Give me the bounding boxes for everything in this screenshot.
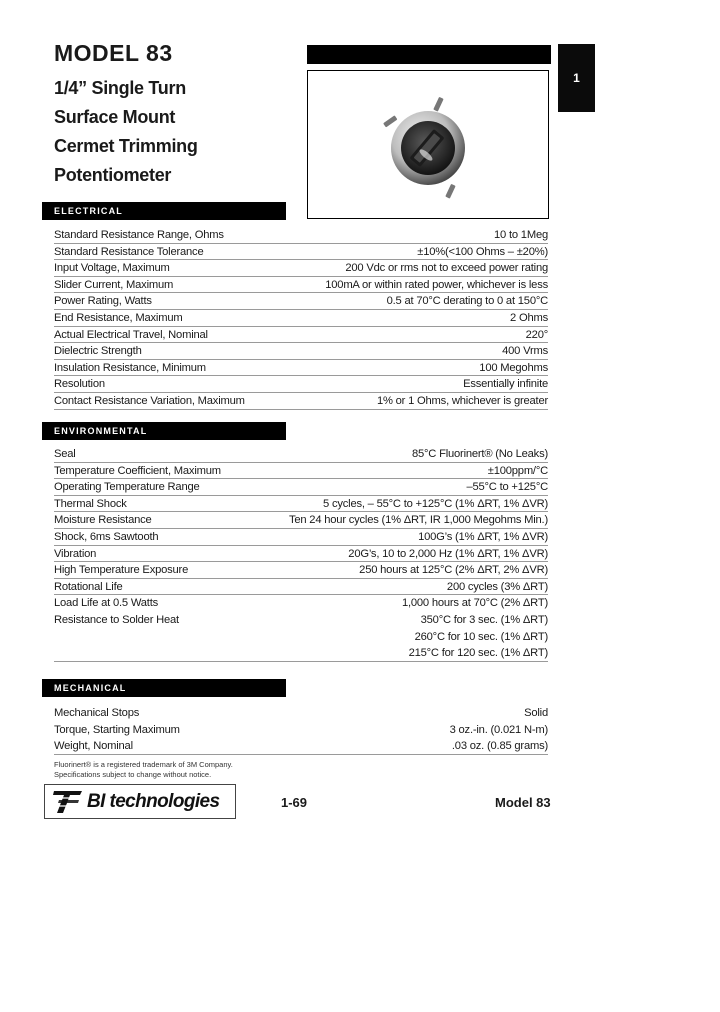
product-photo-frame (307, 70, 549, 219)
table-row (54, 327, 548, 344)
subtitle-line-2: Surface Mount (54, 107, 176, 127)
spec-label: Thermal Shock (54, 497, 127, 510)
section-header-mechanical: MECHANICAL (42, 679, 286, 697)
table-row (54, 529, 548, 546)
header-bar (307, 45, 551, 64)
spec-value: 260°C for 10 sec. (1% ΔRT) (414, 630, 548, 643)
company-logo (44, 784, 236, 819)
table-row (54, 579, 548, 596)
spec-value: 100 Megohms (479, 361, 548, 374)
spec-value: 3 oz.-in. (0.021 N-m) (449, 723, 548, 736)
spec-label: Resistance to Solder Heat (54, 613, 179, 626)
spec-value: 5 cycles, – 55°C to +125°C (1% ΔRT, 1% ΔVR) (323, 497, 548, 510)
spec-label: Moisture Resistance (54, 514, 152, 527)
spec-value: 85°C Fluorinert® (No Leaks) (411, 448, 548, 460)
spec-label: Temperature Coefficient, Maximum (54, 464, 221, 477)
footnote (54, 760, 233, 780)
spec-value: 100mA or within rated power, whichever is less (325, 278, 548, 291)
spec-value: 1% or 1 Ohms, whichever is greater (376, 394, 548, 407)
table-row (54, 479, 548, 496)
spec-value: 2 Ohms (510, 311, 548, 324)
table-row (54, 227, 548, 244)
table-row (54, 512, 548, 529)
logo-text: BI technologies (87, 791, 220, 812)
spec-label: Power Rating, Watts (54, 295, 152, 308)
table-row (54, 293, 548, 310)
potentiometer-photo (308, 71, 548, 218)
spec-label: Resolution (54, 378, 105, 391)
spec-label: Operating Temperature Range (54, 481, 200, 494)
table-row (54, 343, 548, 360)
table-row (54, 496, 548, 513)
page-number: 1-69 (281, 795, 308, 810)
spec-value: 20G’s, 10 to 2,000 Hz (1% ΔRT, 1% ΔVR) (348, 547, 548, 560)
chapter-tab (558, 44, 595, 112)
table-row (54, 360, 548, 377)
spec-value: Ten 24 hour cycles (1% ΔRT, IR 1,000 Megohms Min.) (288, 514, 548, 527)
spec-label: Standard Resistance Tolerance (54, 245, 204, 258)
spec-label: Insulation Resistance, Minimum (54, 361, 206, 374)
spec-value: 100G’s (1% ΔRT, 1% ΔVR) (418, 530, 548, 543)
spec-value: 0.5 at 70°C derating to 0 at 150°C (386, 295, 548, 308)
spec-label: Rotational Life (54, 580, 123, 593)
footer-model-name: Model 83 (495, 795, 551, 810)
spec-value: 400 Vrms (502, 345, 548, 358)
spec-value: .03 oz. (0.85 grams) (451, 740, 548, 753)
table-row (54, 277, 548, 294)
footnote-trademark: Fluorinert® is a registered trademark of 3M Company. (54, 760, 233, 769)
table-row (54, 260, 548, 277)
mechanical-spec-table (54, 705, 548, 755)
spec-value: 250 hours at 125°C (2% ΔRT, 2% ΔVR) (359, 564, 548, 577)
subtitle-line-1: 1/4” Single Turn (54, 78, 186, 98)
spec-label: Vibration (54, 547, 97, 560)
spec-value: 215°C for 120 sec. (1% ΔRT) (408, 647, 548, 660)
spec-value: 10 to 1Meg (494, 229, 548, 241)
section-header-electrical: ELECTRICAL (42, 202, 286, 220)
spec-value: 1,000 hours at 70°C (2% ΔRT) (401, 597, 548, 610)
table-row (54, 310, 548, 327)
spec-label: High Temperature Exposure (54, 564, 189, 577)
table-row (54, 645, 548, 662)
footnote-disclaimer: Specifications subject to change without notice. (54, 770, 212, 779)
electrical-spec-table (54, 227, 548, 410)
spec-value: 200 Vdc or rms not to exceed power rating (345, 262, 548, 275)
spec-label: End Resistance, Maximum (54, 311, 183, 324)
section-header-environmental: ENVIRONMENTAL (42, 422, 286, 440)
table-row (54, 738, 548, 755)
spec-value: 200 cycles (3% ΔRT) (446, 580, 548, 593)
table-row (54, 722, 548, 739)
table-row (54, 376, 548, 393)
model-title: MODEL 83 (54, 40, 173, 66)
environmental-spec-table (54, 446, 548, 662)
subtitle-line-3: Cermet Trimming (54, 136, 198, 156)
table-row (54, 595, 548, 612)
spec-label: Seal (54, 448, 76, 460)
spec-value: ±100ppm/°C (487, 464, 548, 477)
chapter-tab-number: 1 (573, 71, 580, 85)
spec-label: Shock, 6ms Sawtooth (54, 530, 159, 543)
spec-label: Slider Current, Maximum (54, 278, 174, 291)
spec-label: Dielectric Strength (54, 345, 142, 358)
spec-value: –55°C to +125°C (466, 481, 548, 494)
table-row (54, 446, 548, 463)
spec-label: Weight, Nominal (54, 740, 133, 753)
spec-label: Contact Resistance Variation, Maximum (54, 394, 245, 407)
table-row (54, 393, 548, 410)
table-row (54, 705, 548, 722)
spec-value: 350°C for 3 sec. (1% ΔRT) (420, 613, 548, 626)
table-row (54, 629, 548, 646)
table-row (54, 546, 548, 563)
spec-label: Torque, Starting Maximum (54, 723, 180, 736)
spec-label: Standard Resistance Range, Ohms (54, 229, 224, 241)
table-row (54, 244, 548, 261)
spec-label: Load Life at 0.5 Watts (54, 597, 159, 610)
spec-value: Solid (524, 707, 548, 719)
spec-label: Actual Electrical Travel, Nominal (54, 328, 208, 341)
subtitle-line-4: Potentiometer (54, 165, 172, 185)
spec-label: Input Voltage, Maximum (54, 262, 170, 275)
spec-value: Essentially infinite (463, 378, 548, 391)
spec-value: ±10%(<100 Ohms – ±20%) (417, 245, 548, 258)
table-row (54, 463, 548, 480)
table-row (54, 612, 548, 629)
bi-logo-icon (51, 788, 85, 816)
table-row (54, 562, 548, 579)
spec-value: 220° (525, 328, 548, 341)
spec-label: Mechanical Stops (54, 707, 140, 719)
